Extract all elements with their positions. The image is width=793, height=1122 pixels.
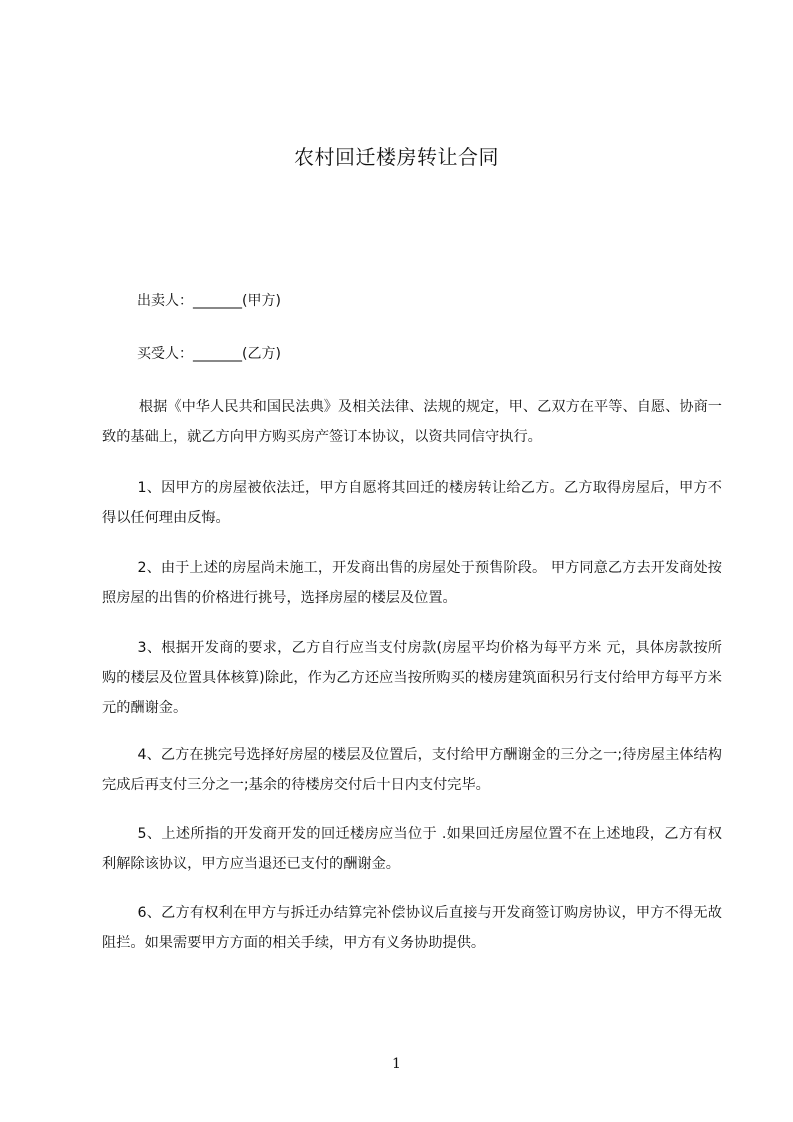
seller-line: 出卖人：_______(甲方) [137,293,281,309]
page-number: 1 [392,1056,401,1072]
preamble-paragraph: 根据《中华人民共和国民法典》及相关法律、法规的规定，甲、乙双方在平等、自愿、协商一致的基础上，就乙方向甲方购买房产签订本协议，以资共同信守执行。 [102,399,722,445]
clause-6: 6、乙方有权利在甲方与拆迁办结算完补偿协议后直接与开发商签订购房协议，甲方不得无故阻拦。如果需要甲方方面的相关手续，甲方有义务协助提供。 [102,905,722,951]
clause-3: 3、根据开发商的要求，乙方自行应当支付房款(房屋平均价格为每平方米 元，具体房款按所购的楼层及位置具体核算)除此，作为乙方还应当按所购买的楼房建筑面积另行支付给甲方每平方米 元的酬谢金。 [102,640,722,716]
document-title: 农村回迁楼房转让合同 [294,145,499,169]
clause-1: 1、因甲方的房屋被依法迁，甲方自愿将其回迁的楼房转让给乙方。乙方取得房屋后，甲方不得以任何理由反悔。 [102,480,722,526]
clause-5: 5、上述所指的开发商开发的回迁楼房应当位于 .如果回迁房屋位置不在上述地段，乙方有权利解除该协议，甲方应当退还已支付的酬谢金。 [102,826,722,872]
clause-2: 2、由于上述的房屋尚未施工，开发商出售的房屋处于预售阶段。 甲方同意乙方去开发商处按照房屋的出售的价格进行挑号，选择房屋的楼层及位置。 [102,560,722,606]
clause-4: 4、乙方在挑完号选择好房屋的楼层及位置后，支付给甲方酬谢金的三分之一;待房屋主体结构完成后再支付三分之一;基余的待楼房交付后十日内支付完毕。 [102,747,722,793]
buyer-line: 买受人：_______(乙方) [137,346,281,362]
